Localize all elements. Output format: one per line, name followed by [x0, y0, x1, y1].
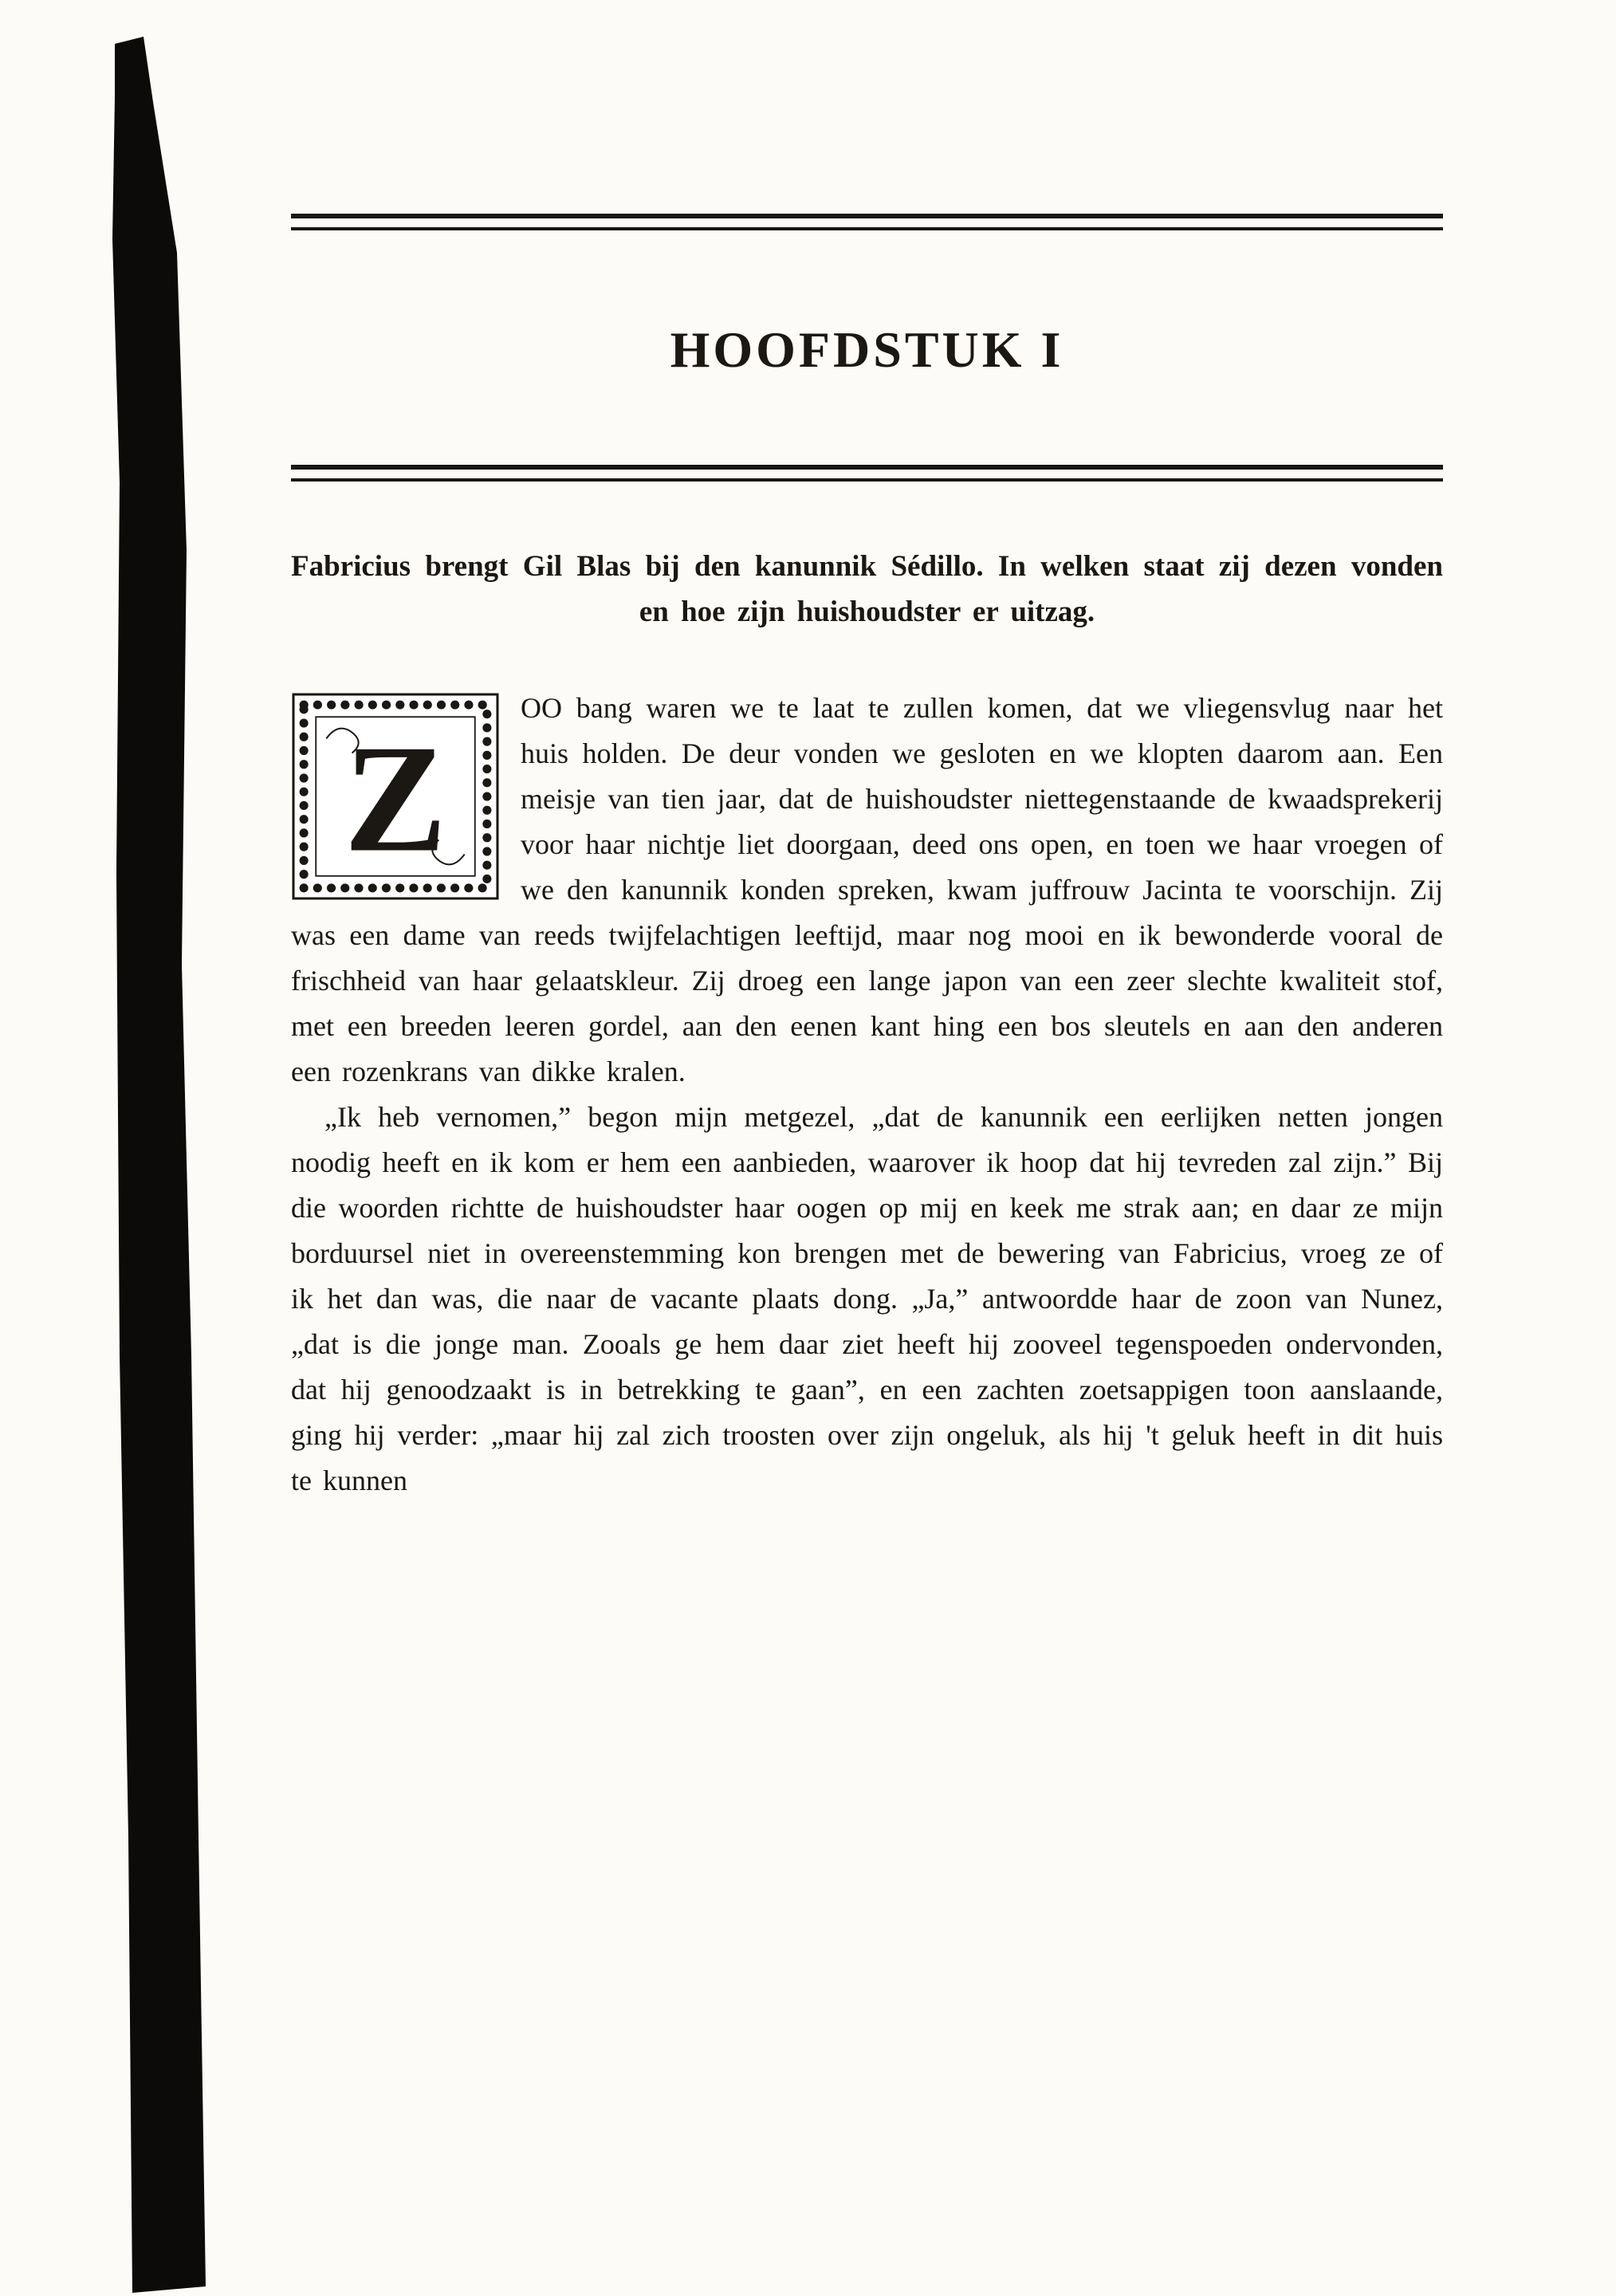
binding-shadow — [0, 0, 239, 2296]
paragraph-1 — [291, 686, 1443, 1095]
chapter-subtitle: Fabricius brengt Gil Blas bij den kanunnik Sédillo. In welken staat zij dezen vonden en hoe zijn huishoudster er uitzag. — [291, 550, 1443, 628]
chapter-title: HOOFDSTUK I — [670, 321, 1064, 378]
dropcap-frame — [291, 692, 500, 901]
top-double-rule — [291, 214, 1443, 230]
title-bottom-double-rule — [291, 465, 1443, 482]
dropcap-letter: Z — [344, 713, 447, 884]
paragraph-2: „Ik heb vernomen,” begon mijn metgezel, „dat de kanunnik een eerlijken netten jongen noodig heeft en ik kom er hem een aanbieden, waarover ik hoop dat hij tevreden zal zijn.” Bij die woorden richtte de huishoudster haar oogen op mij en keek me strak aan; en daar ze mijn borduursel niet in overeenstemming kon brengen met de bewering van Fabricius, vroeg ze of ik het dan was, die naar de vacante plaats dong. „Ja,” antwoordde haar de zoon van Nunez, „dat is die jonge man. Zooals ge hem daar ziet heeft hij zooveel tegenspoeden ondervonden, dat hij genoodzaakt is in betrekking te gaan”, en een zachten zoetsappigen toon aanslaande, ging hij verder: „maar hij zal zich troosten over zijn ongeluk, als hij 't geluk heeft in dit huis te kunnen — [291, 1101, 1443, 1496]
dropcap-ornament — [291, 692, 500, 901]
paragraph-1-text: OO bang waren we te laat te zullen komen, dat we vliegensvlug naar het huis holden. De deur vonden we gesloten en we klopten daarom aan. Een meisje van tien jaar, dat de huishoudster niettegenstaande de kwaadsprekerij voor haar nichtje liet doorgaan, deed ons open, en toen we haar vroegen of we den kanunnik konden spreken, kwam juffrouw Jacinta te voorschijn. Zij was een dame van reeds twijfelachtigen leeftijd, maar nog mooi en ik bewonderde vooral de frischheid van haar gelaatskleur. Zij droeg een lange japon van een zeer slechte kwaliteit stof, met een breeden leeren gordel, aan den eenen kant hing een bos sleutels en aan den anderen een rozenkrans van dikke kralen. — [291, 692, 1443, 1087]
page-content — [291, 214, 1443, 1504]
